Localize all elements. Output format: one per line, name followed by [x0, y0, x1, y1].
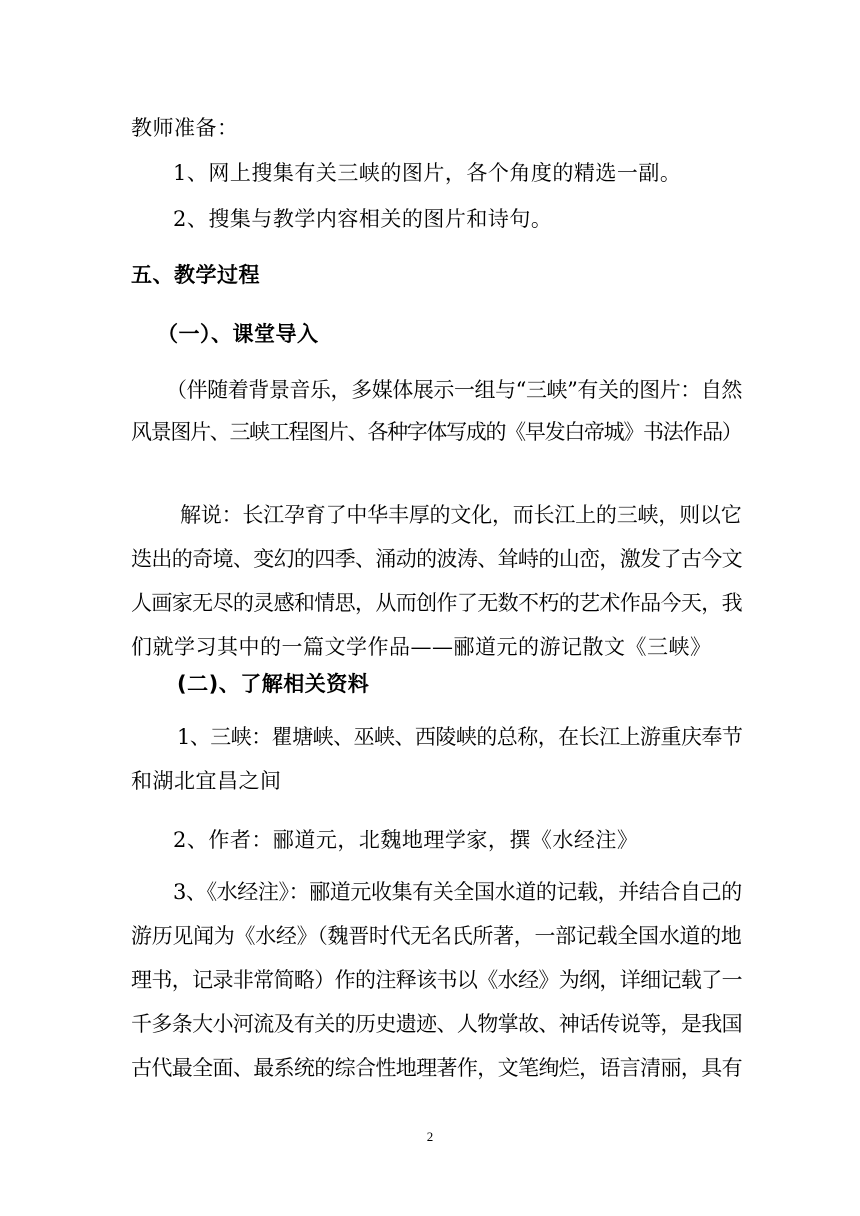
paragraph-line: 风景图片、三峡工程图片、各种字体写成的《早发白帝城》书法作品） [131, 420, 742, 444]
paragraph-line: 们就学习其中的一篇文学作品——郦道元的游记散文《三峡》 [131, 635, 712, 659]
paragraph-line: 解说：长江孕育了中华丰厚的文化，而长江上的三峡，则以它 [180, 503, 742, 527]
paragraph-line: 1、三峡：瞿塘峡、巫峡、西陵峡的总称，在长江上游重庆奉节 [177, 725, 743, 749]
paragraph-line: 古代最全面、最系统的综合性地理著作，文笔绚烂，语言清丽，具有 [131, 1056, 742, 1080]
paragraph-line: 千多条大小河流及有关的历史遗迹、人物掌故、神话传说等，是我国 [131, 1012, 742, 1036]
subsection-heading: （一）、课堂导入 [157, 322, 319, 346]
section-heading: 五、教学过程 [131, 263, 260, 287]
teacher-prep-title: 教师准备： [131, 116, 239, 140]
paragraph-line: 2、作者：郦道元，北魏地理学家，撰《水经注》 [173, 828, 639, 852]
subsection-heading: (二)、了解相关资料 [177, 672, 370, 696]
paragraph-line: 理书，记录非常简略）作的注释该书以《水经》为纲，详细记载了一 [131, 968, 742, 992]
paragraph-line: 迭出的奇境、变幻的四季、涌动的波涛、耸峙的山峦，激发了古今文 [131, 547, 742, 571]
teacher-prep-item: 2、搜集与教学内容相关的图片和诗句。 [173, 207, 553, 231]
paragraph-line: 人画家无尽的灵感和情思，从而创作了无数不朽的艺术作品今天，我 [131, 591, 742, 615]
paragraph-line: （伴随着背景音乐，多媒体展示一组与“三峡”有关的图片：自然 [166, 378, 742, 402]
paragraph-line: 游历见闻为《水经》（魏晋时代无名氏所著，一部记载全国水道的地 [131, 924, 742, 948]
paragraph-line: 和湖北宜昌之间 [131, 769, 282, 793]
page-number: 2 [426, 1129, 434, 1144]
paragraph-line: 3、《水经注》：郦道元收集有关全国水道的记载，并结合自己的 [173, 880, 742, 904]
teacher-prep-item: 1、网上搜集有关三峡的图片，各个角度的精选一副。 [173, 161, 682, 185]
